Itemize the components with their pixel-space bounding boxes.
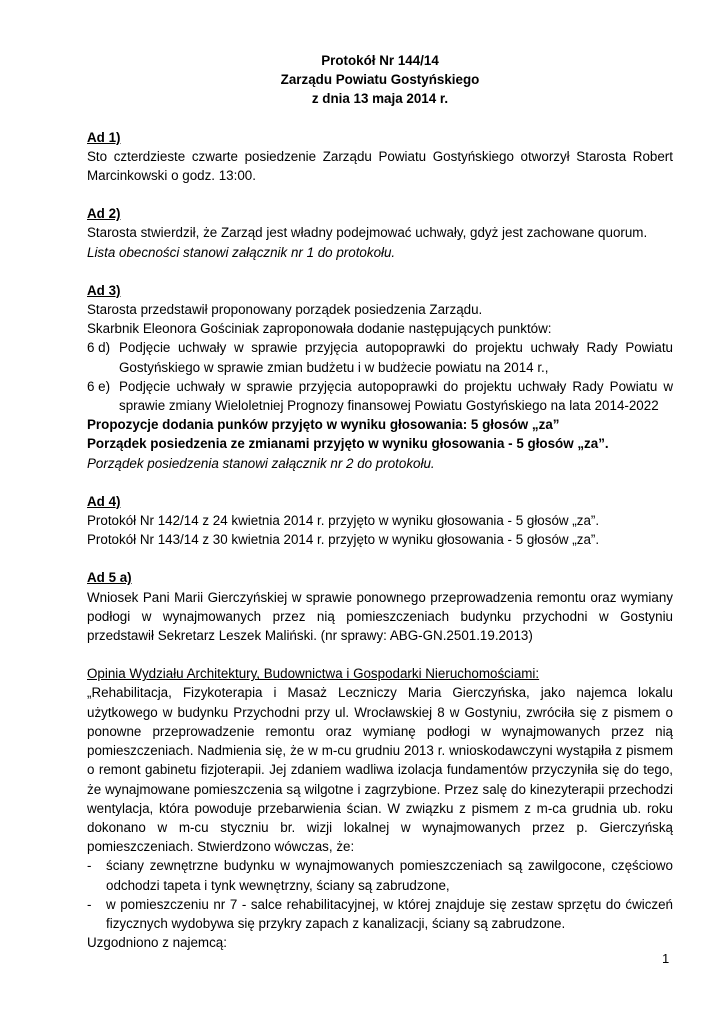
ad5a-heading: Ad 5 a) bbox=[87, 570, 132, 586]
ad4-line-2: Protokół Nr 143/14 z 30 kwietnia 2014 r. przyjęto w wyniku głosowania - 5 głosów „za”. bbox=[87, 532, 600, 548]
list-item-text: Podjęcie uchwały w sprawie przyjęcia autopoprawki do projektu uchwały Rady Powiatu w sprawie zmiany Wieloletniej Prognozy finansowej Powiatu Gostyńskiego na lata 2014-2022 bbox=[119, 378, 673, 414]
ad4-line-1: Protokół Nr 142/14 z 24 kwietnia 2014 r. przyjęto w wyniku głosowania - 5 głosów „za”. bbox=[87, 513, 600, 529]
section-ad1 bbox=[87, 128, 673, 186]
section-ad5a bbox=[87, 568, 673, 952]
ad5a-closing: Uzgodniono z najemcą: bbox=[87, 935, 227, 951]
section-ad3 bbox=[87, 281, 673, 473]
bullet-dash: - bbox=[87, 858, 92, 874]
list-item bbox=[87, 856, 673, 894]
ad5a-text: Wniosek Pani Marii Gierczyńskiej w sprawie ponownego przeprowadzenia remontu oraz wymiany podłogi w wynajmowanych przez nią pomieszczeniach budynku przychodni w Gostyniu przedstawił Sekretarz Leszek Maliński. (nr sprawy: ABG-GN.2501.19.2013) bbox=[87, 589, 673, 644]
title-line-1: Protokół Nr 144/14 bbox=[321, 53, 439, 68]
ad3-heading: Ad 3) bbox=[87, 282, 121, 298]
list-item-label: 6 d) bbox=[87, 340, 111, 356]
list-item bbox=[87, 895, 673, 933]
ad3-line-2: Skarbnik Eleonora Gościniak zaproponowała dodanie następujących punktów: bbox=[87, 321, 552, 337]
section-ad4 bbox=[87, 492, 673, 550]
title-line-3: z dnia 13 maja 2014 r. bbox=[311, 91, 449, 107]
list-item bbox=[87, 338, 673, 376]
ad2-text: Starosta stwierdził, że Zarząd jest władny podejmować uchwały, gdyż jest zachowane quorum. bbox=[87, 225, 648, 241]
ad1-text: Sto czterdzieste czwarte posiedzenie Zarządu Powiatu Gostyńskiego otworzył Starosta Robert Marcinkowski o godz. 13:00. bbox=[87, 148, 673, 184]
ad3-line-1: Starosta przedstawił proponowany porządek posiedzenia Zarządu. bbox=[87, 302, 483, 318]
ad4-heading: Ad 4) bbox=[87, 493, 121, 509]
ad3-vote-1: Propozycje dodania punków przyjęto w wyniku głosowania: 5 głosów „za” bbox=[87, 417, 560, 433]
ad2-heading: Ad 2) bbox=[87, 206, 121, 222]
list-item-label: 6 e) bbox=[87, 378, 111, 394]
ad2-note: Lista obecności stanowi załącznik nr 1 do protokołu. bbox=[87, 244, 396, 260]
page-number: 1 bbox=[662, 951, 670, 966]
title-line-2: Zarządu Powiatu Gostyńskiego bbox=[280, 72, 480, 88]
ad3-vote-2: Porządek posiedzenia ze zmianami przyjęto w wyniku głosowania - 5 głosów „za”. bbox=[87, 436, 609, 452]
section-ad2 bbox=[87, 204, 673, 262]
opinion-heading: Opinia Wydziału Architektury, Budownictwa i Gospodarki Nieruchomościami: bbox=[87, 666, 540, 682]
bullet-dash: - bbox=[87, 896, 92, 912]
ad1-heading: Ad 1) bbox=[87, 129, 121, 145]
opinion-text: „Rehabilitacja, Fizykoterapia i Masaż Leczniczy Maria Gierczyńska, jako najemca lokalu użytkowego w budynku Przychodni przy ul. Wrocławskiej 8 w Gostyniu, zwróciła się z pismem o ponowne przeprowadzenie remontu oraz wymianę podłogi w wynajmowanych przez nią pomieszczeniach. Nadmienia się, że w m-cu grudniu 2013 r. wnioskodawczyni wystąpiła z pismem o remont gabinetu fizjoterapii. Jej zdaniem wadliwa izolacja fundamentów przyczyniła się do tego, że wynajmowane pomieszczenia są wilgotne i zagrzybione. Przez salę do kinezyterapii przechodzi wentylacja, która powoduje przebarwienia ścian. W związku z pismem z m-ca grudnia ub. roku dokonano w m-cu styczniu br. wizji lokalnej w wynajmowanych przez p. Gierczyńską pomieszczeniach. Stwierdzono wówczas, że: bbox=[87, 685, 673, 855]
document-page bbox=[87, 51, 673, 952]
ad3-note: Porządek posiedzenia stanowi załącznik nr 2 do protokołu. bbox=[87, 455, 435, 471]
list-item bbox=[87, 377, 673, 415]
list-item-text: w pomieszczeniu nr 7 - salce rehabilitacyjnej, w której znajduje się zestaw sprzętu do ćwiczeń fizycznych wydobywa się przykry zapach z kanalizacji, ściany są zabrudzone. bbox=[106, 896, 673, 931]
document-title bbox=[87, 51, 673, 109]
list-item-text: Podjęcie uchwały w sprawie przyjęcia autopoprawki do projektu uchwały Rady Powiatu Gostyńskiego w sprawie zmian budżetu i w budżecie powiatu na 2014 r., bbox=[119, 340, 673, 375]
list-item-text: ściany zewnętrzne budynku w wynajmowanych pomieszczeniach są zawilgocone, częściowo odchodzi tapeta i tynk wewnętrzny, ściany są zabrudzone, bbox=[106, 858, 673, 893]
